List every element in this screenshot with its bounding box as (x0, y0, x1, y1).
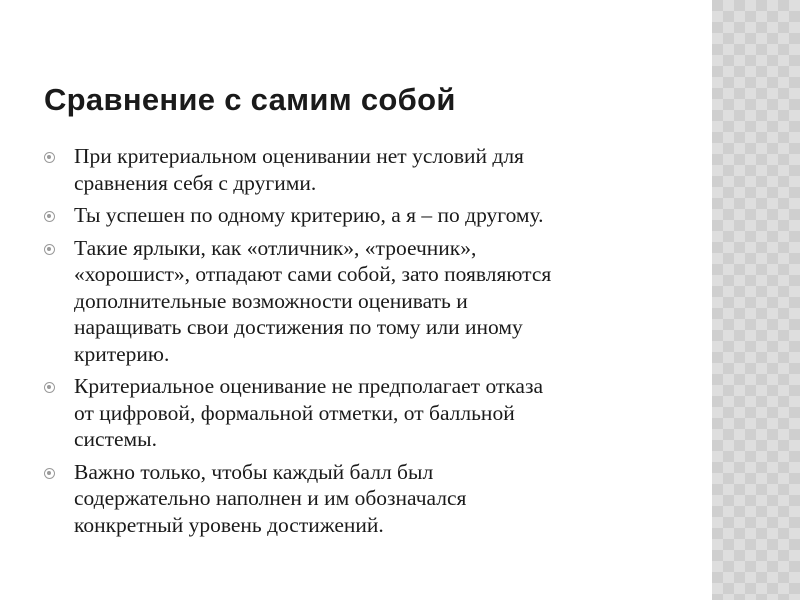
bullet-circle-icon (44, 382, 55, 393)
bullet-line: Ты успешен по одному критерию, а я – по другому. (74, 203, 544, 227)
bullet-line: системы. (74, 427, 157, 451)
bullet-line: от цифровой, формальной отметки, от балльной (74, 400, 515, 425)
bullet-line: конкретный уровень достижений. (74, 512, 384, 537)
bullet-line: сравнения себя с другими. (74, 170, 317, 195)
bullet-line: Такие ярлыки, как «отличник», «троечник», (74, 235, 477, 260)
bullet-line: Важно только, чтобы каждый балл был (74, 459, 434, 484)
bullet-line: «хорошист», отпадают сами собой, зато появляются (74, 262, 552, 286)
bullet-circle-icon (44, 468, 55, 479)
bullet-circle-icon (44, 211, 55, 222)
bullet-line: При критериальном оценивании нет условий для (74, 144, 524, 168)
bullet-item (44, 143, 684, 196)
bullet-item (44, 202, 684, 229)
bullet-line: критерию. (74, 341, 170, 366)
bullet-line: содержательно наполнен и им обозначался (74, 486, 467, 510)
bullet-circle-icon (44, 152, 55, 163)
decorative-side-pattern (712, 0, 800, 600)
slide-title: Сравнение с самим собой (44, 82, 456, 117)
bullet-line: дополнительные возможности оценивать и (74, 288, 468, 313)
bullet-item (44, 235, 684, 368)
bullet-list (44, 143, 684, 544)
bullet-line: Критериальное оценивание не предполагает отказа (74, 374, 544, 398)
bullet-circle-icon (44, 244, 55, 255)
bullet-line: наращивать свои достижения по тому или иному (74, 315, 523, 339)
bullet-item (44, 373, 684, 453)
bullet-item (44, 459, 684, 539)
